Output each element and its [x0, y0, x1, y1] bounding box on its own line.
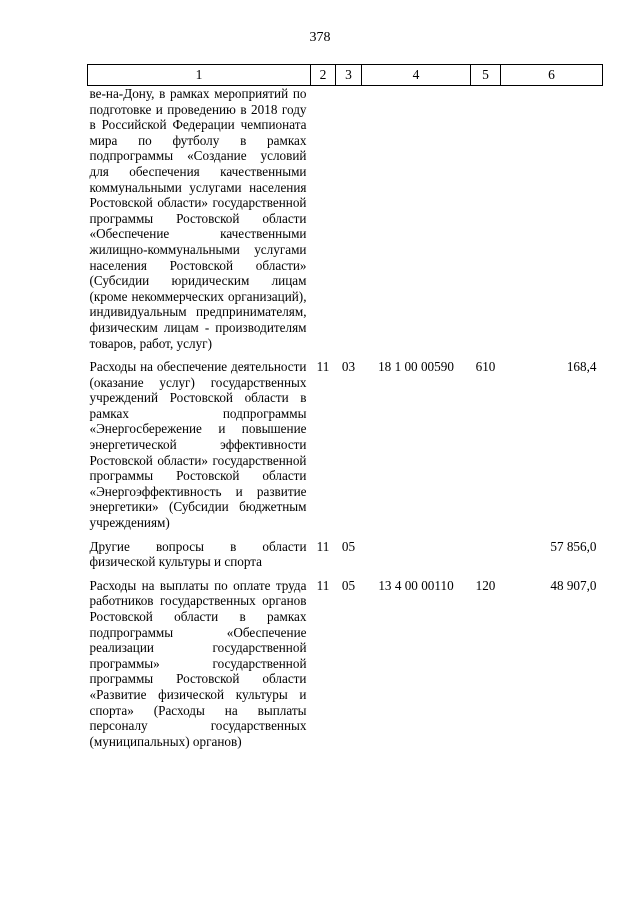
row-target-article-code: 13 4 00 00110	[378, 577, 454, 593]
row-section-code	[311, 86, 336, 352]
row-amount: 48 907,0	[550, 577, 597, 593]
column-header-6: 6	[501, 65, 603, 86]
row-subsection-code: 05	[341, 577, 356, 593]
table-row	[88, 531, 603, 570]
row-expense-type-code	[471, 86, 501, 352]
column-header-2: 2	[311, 65, 336, 86]
table-header-row	[88, 65, 603, 86]
column-header-5: 5	[471, 65, 501, 86]
row-subsection-code: 05	[341, 538, 356, 554]
row-target-article-code	[362, 531, 471, 570]
row-section-code: 11	[316, 577, 330, 593]
row-expense-type-code	[471, 531, 501, 570]
row-section-code: 11	[316, 538, 330, 554]
column-header-3: 3	[336, 65, 362, 86]
row-description: Другие вопросы в области физической культуры и спорта	[89, 538, 307, 570]
table-row	[88, 351, 603, 531]
row-target-article-code: 18 1 00 00590	[378, 359, 454, 375]
row-description: Расходы на выплаты по оплате труда работников государственных органов Ростовской области в рамках подпрограммы «Обеспечение реализации государственной программы» государственной программы Ростовской области «Развитие физической культуры и спорта» (Расходы на выплаты персоналу государственных (муниципальных) органов)	[89, 577, 307, 749]
table-row	[88, 86, 603, 352]
row-expense-type-code: 120	[475, 577, 496, 593]
budget-table	[87, 64, 603, 749]
row-subsection-code	[336, 86, 362, 352]
column-header-4: 4	[362, 65, 471, 86]
row-amount: 168,4	[566, 359, 597, 375]
row-description: ве-на-Дону, в рамках мероприятий по подготовке и проведению в 2018 году в Российской Федерации чемпионата мира по футболу в рамках подпрограммы «Создание условий для обеспечения качественными коммунальными услугами населения Ростовской области» государственной программы Ростовской области «Обеспечение качественными жилищно-коммунальными услугами населения Ростовской области» (Субсидии юридическим лицам (кроме некоммерческих организаций), индивидуальным предпринимателям, физическим лицам - производителям товаров, работ, услуг)	[89, 86, 307, 351]
row-amount	[501, 86, 603, 352]
table-row	[88, 570, 603, 750]
row-target-article-code	[362, 86, 471, 352]
row-expense-type-code: 610	[475, 359, 496, 375]
row-section-code: 11	[316, 359, 330, 375]
row-subsection-code: 03	[341, 359, 356, 375]
column-header-1: 1	[88, 65, 311, 86]
page-number: 378	[309, 30, 331, 45]
row-amount: 57 856,0	[550, 538, 597, 554]
row-description: Расходы на обеспечение деятельности (оказание услуг) государственных учреждений Ростовской области в рамках подпрограммы «Энергосбережение и повышение энергетической эффективности Ростовской области» государственной программы Ростовской области «Энергоэффективность и развитие энергетики» (Субсидии бюджетным учреждениям)	[89, 359, 307, 531]
